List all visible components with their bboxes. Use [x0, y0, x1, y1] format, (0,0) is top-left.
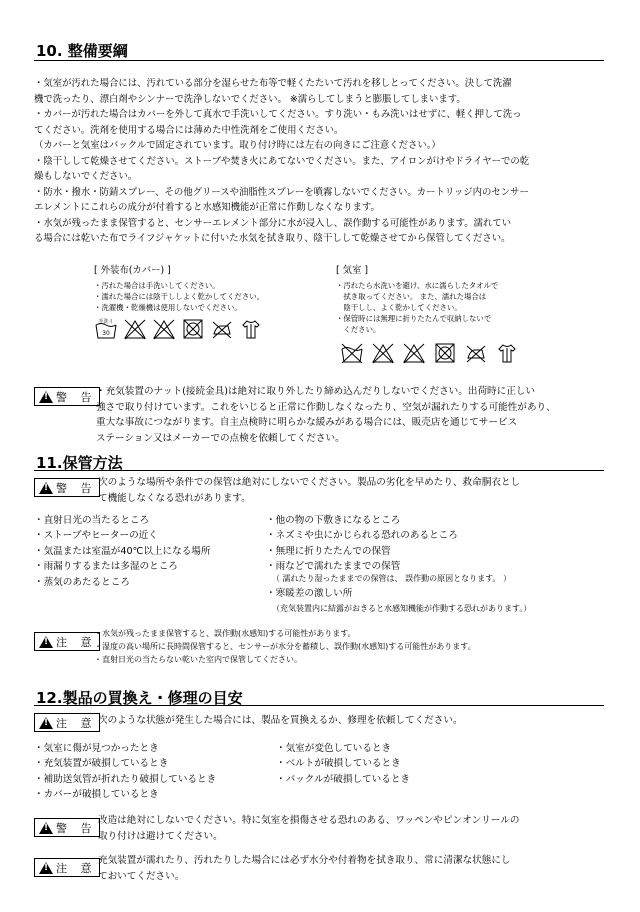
section-10-title: 10. 整備要綱 [36, 42, 128, 60]
storage-avoid-temp: ・寒暖差の激しい所 [266, 588, 353, 599]
warning-badge: ! 警 告 [34, 387, 100, 406]
no-bleach-icon [123, 318, 147, 340]
caution-icon [39, 636, 53, 648]
no-iron-icon [464, 342, 488, 364]
no-bleach-icon [371, 342, 395, 364]
warning-badge: ! 警 告 [34, 478, 100, 497]
hang-dry-icon [239, 318, 263, 340]
no-tumble-dry-icon [181, 318, 205, 340]
chamber-care-icons [340, 342, 519, 364]
warning-icon [39, 391, 53, 403]
storage-note-wet: （ 濡れたり湿ったままでの保管は、 誤作動の原因となります。 ） [272, 574, 511, 583]
section-11-rule [34, 470, 604, 471]
cover-care-icons [94, 318, 263, 340]
replacement-list-right: ・気室が変色しているとき ・ベルトが破損しているとき ・バックルが破損しているとき [276, 743, 411, 785]
no-iron-icon [210, 318, 234, 340]
warning-icon [39, 822, 53, 834]
hand-wash-icon [94, 318, 118, 340]
section-12-title: 12.製品の買換え・修理の目安 [36, 689, 243, 707]
caution-icon [39, 717, 53, 729]
storage-avoid-list-left: ・直射日光の当たるところ ・ストーブやヒーターの近く ・気温または室温が40℃以上になる場所 ・雨漏りするまたは多湿のところ ・蒸気のあたるところ [34, 515, 211, 588]
replacement-list-left: ・気室に傷が見つかったとき ・充気装置が破損しているとき ・補助送気管が折れたり破損しているとき ・カバーが破損しているとき [34, 743, 217, 801]
section-12-rule [34, 705, 604, 706]
hand-wash-label: 手洗イ [98, 319, 114, 325]
cleaning-caution-text: 充気装置が濡れたり、汚れたりした場合には必ず水分や付着物を拭き取り、常に清潔な状態にし ておいてください。 [98, 855, 511, 882]
no-bleach-cross-icon [152, 318, 176, 340]
chamber-heading: [ 気室 ] [336, 265, 369, 276]
warning-badge: ! 警 告 [34, 818, 100, 837]
section-10-rule [34, 60, 604, 61]
caution-badge: ! 注 意 [34, 632, 100, 651]
no-wash-icon [340, 342, 364, 364]
caution-icon [39, 862, 53, 874]
section-11-title: 11.保管方法 [36, 454, 123, 472]
caution-badge: ! 注 意 [34, 858, 100, 877]
cover-care-text: ・汚れた場合は手洗いしてください。 ・濡れた場合には陰干ししよく乾かしてください。 ・洗濯機・乾燥機は使用しないでください。 [94, 281, 264, 312]
section-10-body: ・気室が汚れた場合には、汚れている部分を湿らせた布等で軽くたたいて汚れを移しとってください。決して洗濯 機で洗ったり、漂白剤やシンナーで洗浄しないでください。 ※濡らしてしまうと膨脹してしまいます。 ・カバーが汚れた場合はカバーを外して真水で手洗いしてください。すり洗い・もみ洗いはせずに、軽く押して洗っ てください。洗剤を使用する場合には薄めた中性洗剤をご使用ください。 （カバーと気室はバックルで固定されています。取り付け時には左右の向きにご注意ください。） ・陰干しして乾燥させてください。ストーブや焚き火にあてないでください。また、アイロンがけやドライヤーでの乾 燥もしないでください。 ・防水・撥水・防錆スプレー、その他グリースや油脂性スプレーを噴霧しないでください。カートリッジ内のセンサー エレメントにこれらの成分が付着すると水感知機能が正常に作動しなくなります。 ・水気が残ったまま保管すると、センサーエレメント部分に水が浸入し、誤作動する可能性があります。濡れてい る場合には乾いた布でライフジャケットに付いた水気を拭き取り、陰干しして乾燥させてから保管してください。 [34, 78, 530, 244]
warning-icon [39, 482, 53, 494]
replacement-caution-text: 次のような状態が発生した場合には、製品を買換えるか、修理を依頼してください。 [98, 715, 463, 726]
no-bleach-cross-icon [402, 342, 426, 364]
storage-warning-text: 次のような場所や条件での保管は絶対にしないでください。製品の劣化を早めたり、救命胴衣とし て機能しなくなる恐れがあります。 [98, 477, 521, 504]
caution-badge: ! 注 意 [34, 713, 100, 732]
hand-wash-temp: 30 [102, 330, 110, 337]
warning-text-nut: ・充気装置のナット(接続金具)は絶対に取り外したり締め込んだりしないでください。出荷時に正しい 強さで取り付けています。これをいじると正常に作動しなくなったり、空気が漏れたりする可能性があり、 重大な事故につながります。自主点検時に明らかな緩みがある場合には、販売店を通じてサービス ステーション又はメーカーでの点検を依頼してください。 [96, 386, 556, 444]
chamber-care-text: ・汚れたら水洗いを避け、水に濡らしたタオルで 拭き取ってください。 また、濡れた場合は 陰干しし、よく乾かしてください。 ・保管時には無理に折りたたんで収納しないで ください。 [336, 281, 499, 334]
cover-heading: [ 外装布(カバー) ] [94, 265, 171, 276]
storage-note-condensation: （充気装置内に結露がおきると水感知機能が作動する恐れがあります。） [272, 604, 532, 613]
hang-dry-icon [495, 342, 519, 364]
no-tumble-dry-icon [433, 342, 457, 364]
storage-avoid-list-right: ・他の物の下敷きになるところ ・ネズミや虫にかじられる恐れのあるところ ・無理に折りたたんでの保管 ・雨などで濡れたままでの保管 [266, 515, 458, 573]
modification-warning-text: 改造は絶対にしないでください。特に気室を損傷させる恐れのある、ワッペンやピンオンリールの 取り付けは避けてください。 [98, 815, 520, 842]
storage-caution-text: ・水気が残ったまま保管すると、誤作動(水感知)する可能性があります。 ・湿度の高い場所に長時間保管すると、センサーが水分を蓄積し、誤作動(水感知)する可能性があります。 ・直射日光の当たらない乾いた室内で保管してください。 [94, 629, 476, 664]
